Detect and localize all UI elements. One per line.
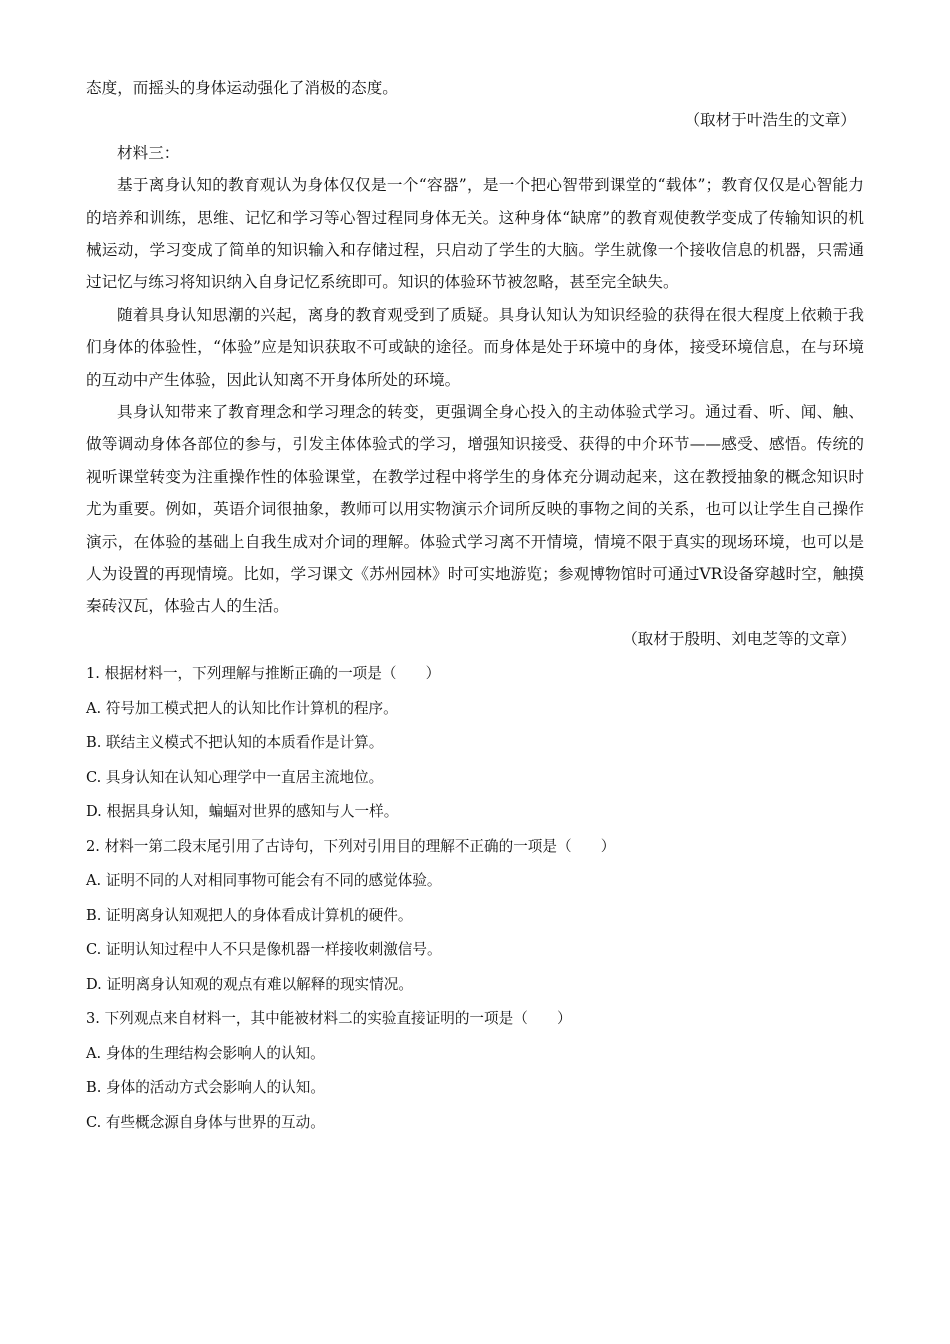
- question-3-option-a: A. 身体的生理结构会影响人的认知。: [86, 1044, 325, 1062]
- passage-continuation: 态度，而摇头的身体运动强化了消极的态度。: [86, 79, 398, 97]
- question-2-option-d: D. 证明离身认知观的观点有难以解释的现实情况。: [86, 975, 413, 993]
- question-1-option-c: C. 具身认知在认知心理学中一直居主流地位。: [86, 768, 384, 786]
- question-1-option-b: B. 联结主义模式不把认知的本质看作是计算。: [86, 734, 384, 752]
- question-3-stem: 3. 下列观点来自材料一，其中能被材料二的实验直接证明的一项是（ ）: [86, 1010, 572, 1028]
- question-2-option-c: C. 证明认知过程中人不只是像机器一样接收刺激信号。: [86, 941, 442, 959]
- question-2-option-a: A. 证明不同的人对相同事物可能会有不同的感觉体验。: [86, 872, 442, 890]
- question-1-stem: 1. 根据材料一，下列理解与推断正确的一项是（ ）: [86, 665, 441, 683]
- question-1-option-a: A. 符号加工模式把人的认知比作计算机的程序。: [86, 699, 398, 717]
- question-3-option-b: B. 身体的活动方式会影响人的认知。: [86, 1079, 325, 1097]
- question-2-option-b: B. 证明离身认知观把人的身体看成计算机的硬件。: [86, 906, 413, 924]
- question-2-stem: 2. 材料一第二段末尾引用了古诗句，下列对引用目的理解不正确的一项是（ ）: [86, 837, 616, 855]
- source-citation-2: （取材于叶浩生的文章）: [684, 111, 856, 130]
- document-page: [86, 72, 864, 1140]
- material-3-paragraph-1: 基于离身认知的教育观认为身体仅仅是一个“容器”，是一个把心智带到课堂的“载体”；教育仅仅是心智能力的培养和训练，思维、记忆和学习等心智过程同身体无关。这种身体“缺席”的教育观使教学变成了传输知识的机械运动，学习变成了简单的知识输入和存储过程，只启动了学生的大脑。学生就像一个接收信息的机器，只需通过记忆与练习将知识纳入自身记忆系统即可。知识的体验环节被忽略，甚至完全缺失。: [86, 176, 864, 292]
- question-3-option-c: C. 有些概念源自身体与世界的互动。: [86, 1113, 325, 1131]
- material-3-heading: 材料三：: [117, 143, 180, 162]
- question-1-option-d: D. 根据具身认知，蝙蝠对世界的感知与人一样。: [86, 803, 399, 821]
- material-3-paragraph-3: 具身认知带来了教育理念和学习理念的转变，更强调全身心投入的主动体验式学习。通过看、听、闻、触、做等调动身体各部位的参与，引发主体体验式的学习，增强知识接受、获得的中介环节——感受、感悟。传统的视听课堂转变为注重操作性的体验课堂，在教学过程中将学生的身体充分调动起来，这在教授抽象的概念知识时尤为重要。例如，英语介词很抽象，教师可以用实物演示介词所反映的事物之间的关系，也可以让学生自己操作演示，在体验的基础上自我生成对介词的理解。体验式学习离不开情境，情境不限于真实的现场环境，也可以是人为设置的再现情境。比如，学习课文《苏州园林》时可实地游览；参观博物馆时可通过VR设备穿越时空，触摸秦砖汉瓦，体验古人的生活。: [86, 403, 864, 616]
- source-citation-3: （取材于殷明、刘电芝等的文章）: [622, 629, 856, 648]
- material-3-paragraph-2: 随着具身认知思潮的兴起，离身的教育观受到了质疑。具身认知认为知识经验的获得在很大程度上依赖于我们身体的体验性，“体验”应是知识获取不可或缺的途径。而身体是处于环境中的身体，接受环境信息，在与环境的互动中产生体验，因此认知离不开身体所处的环境。: [86, 305, 864, 389]
